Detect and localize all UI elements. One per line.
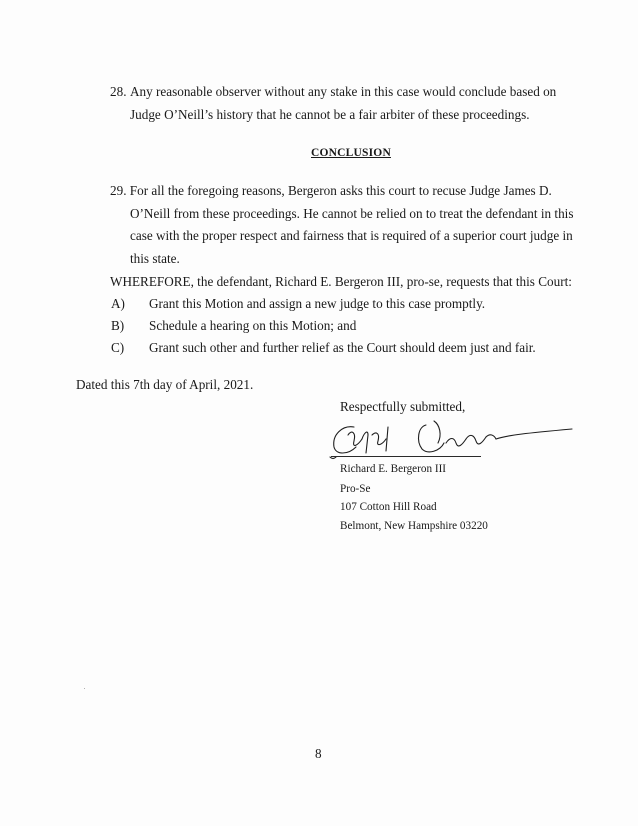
paragraph-28-number: 28. <box>110 84 127 99</box>
conclusion-heading: CONCLUSION <box>311 147 391 159</box>
paragraph-29-line-3: case with the proper respect and fairness that is required of a superior court judge in <box>130 228 573 243</box>
paragraph-29-line-2: O’Neill from these proceedings. He cannot be relied on to treat the defendant in this <box>130 206 574 221</box>
request-text-a: Grant this Motion and assign a new judge to this case promptly. <box>149 296 486 311</box>
dated-line: Dated this 7th day of April, 2021. <box>76 377 254 392</box>
signer-name: Richard E. Bergeron III <box>340 463 447 475</box>
signer-address-line-1: 107 Cotton Hill Road <box>340 501 437 513</box>
request-text-b: Schedule a hearing on this Motion; and <box>149 318 357 333</box>
scan-speck <box>84 688 85 689</box>
signer-title: Pro-Se <box>340 483 371 495</box>
signature-line <box>331 456 481 457</box>
request-label-b: B) <box>111 318 125 333</box>
paragraph-28-line-1: Any reasonable observer without any stake in this case would conclude based on <box>130 84 557 99</box>
wherefore-clause: WHEREFORE, the defendant, Richard E. Bergeron III, pro-se, requests that this Court: <box>110 274 572 289</box>
request-label-c: C) <box>111 340 125 355</box>
request-text-c: Grant such other and further relief as the Court should deem just and fair. <box>149 340 536 355</box>
paragraph-29-line-4: this state. <box>130 251 180 266</box>
signer-address-line-2: Belmont, New Hampshire 03220 <box>340 520 488 532</box>
paragraph-28-line-2: Judge O’Neill’s history that he cannot be a fair arbiter of these proceedings. <box>130 107 530 122</box>
page-number: 8 <box>315 746 322 761</box>
closing-line: Respectfully submitted, <box>340 399 466 414</box>
request-label-a: A) <box>111 296 125 311</box>
paragraph-29-line-1: 29. For all the foregoing reasons, Bergeron asks this court to recuse Judge James D. <box>110 183 552 198</box>
